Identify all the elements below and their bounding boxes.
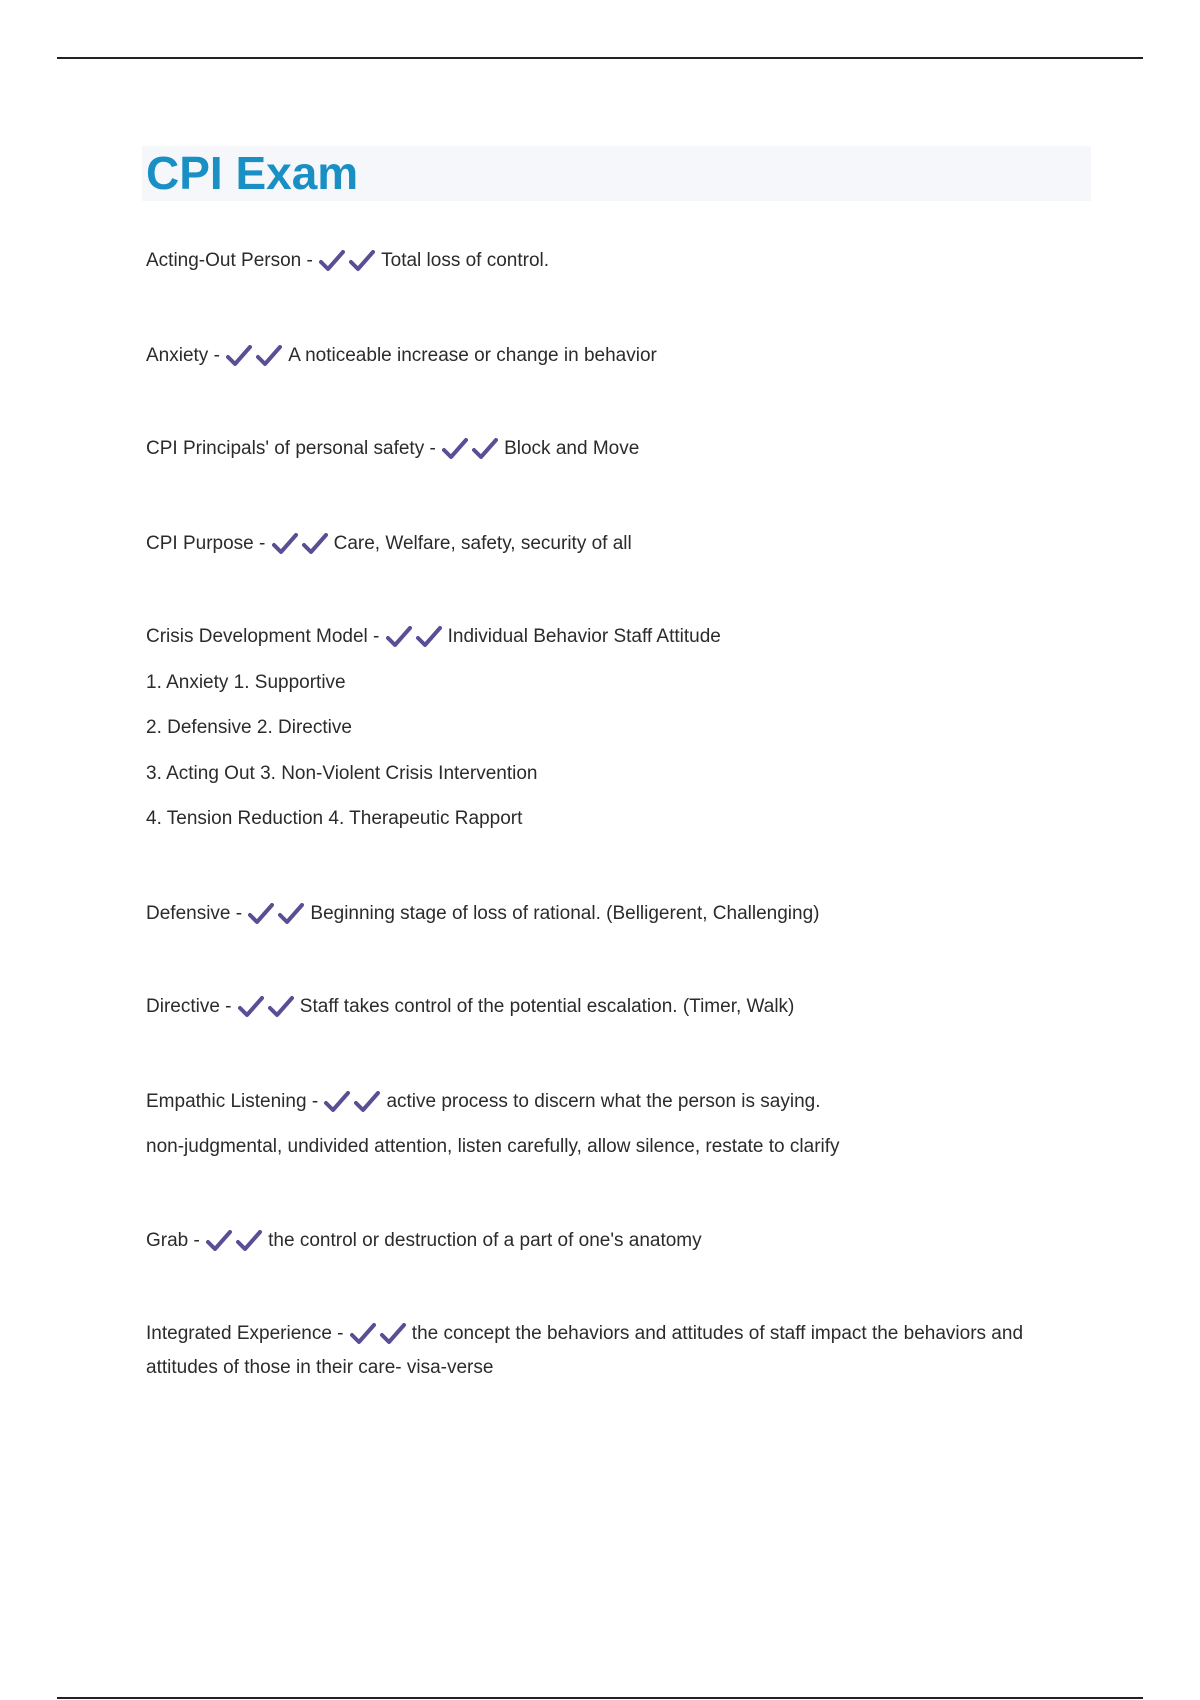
entry-cpi-purpose [146,529,1086,563]
entry-extra-line: 4. Tension Reduction 4. Therapeutic Rapport [146,808,523,829]
checkmark-icon [256,345,282,367]
entry-empathic-listening [146,1087,1086,1121]
check-pair [319,250,379,280]
checkmark-icon [302,533,328,555]
check-pair [442,438,502,468]
entry-term: CPI Purpose - [146,533,266,554]
checkmark-icon [268,996,294,1018]
checkmark-icon [442,438,468,460]
checkmark-icon [319,250,345,272]
checkmark-icon [472,438,498,460]
entry-acting-out-person [146,246,1086,280]
page-title: CPI Exam [146,147,359,199]
checkmark-icon [324,1091,350,1113]
entry-definition: Individual Behavior Staff Attitude [447,626,721,647]
check-pair [272,533,332,563]
checkmark-icon [416,626,442,648]
checkmark-icon [236,1230,262,1252]
checkmark-icon [206,1230,232,1252]
entry-definition: A noticeable increase or change in behavior [288,345,657,366]
entry-definition: the control or destruction of a part of one's anatomy [268,1230,702,1251]
check-pair [350,1323,410,1353]
checkmark-icon [278,903,304,925]
entry-term: Defensive - [146,903,243,924]
check-pair [238,996,298,1026]
entry-crisis-development-model [146,622,1086,656]
entry-definition: Beginning stage of loss of rational. (Belligerent, Challenging) [310,903,820,924]
entry-term: Grab - [146,1230,200,1251]
checkmark-icon [226,345,252,367]
entry-term: Integrated Experience - [146,1323,344,1344]
checkmark-icon [350,1323,376,1345]
entry-extra-line: 3. Acting Out 3. Non-Violent Crisis Intervention [146,763,538,784]
entry-term: Directive - [146,996,232,1017]
check-pair [206,1230,266,1260]
checkmark-icon [272,533,298,555]
entry-term: Crisis Development Model - [146,626,380,647]
check-pair [248,903,308,933]
check-pair [386,626,446,656]
entry-directive [146,992,1086,1026]
entry-defensive [146,899,1086,933]
entry-definition: Block and Move [504,438,640,459]
checkmark-icon [386,626,412,648]
entry-anxiety [146,341,1086,375]
checkmark-icon [238,996,264,1018]
entry-definition: Total loss of control. [381,250,550,271]
top-rule [57,57,1143,59]
bottom-rule [57,1697,1143,1699]
checkmark-icon [248,903,274,925]
entry-extra-line: 1. Anxiety 1. Supportive [146,672,346,693]
entry-extra-line: 2. Defensive 2. Directive [146,717,352,738]
checkmark-icon [354,1091,380,1113]
entry-definition: Care, Welfare, safety, security of all [333,533,632,554]
entry-integrated-experience [146,1319,1086,1383]
entry-extra-line: non-judgmental, undivided attention, listen carefully, allow silence, restate to clarify [146,1136,840,1157]
entry-grab [146,1226,1086,1260]
check-pair [226,345,286,375]
entry-cpi-principals [146,434,1086,468]
entry-definition: Staff takes control of the potential escalation. (Timer, Walk) [299,996,795,1017]
entry-definition: the concept the behaviors and attitudes of staff impact the behaviors and attitudes of those in their care- visa-verse [146,1323,1024,1378]
checkmark-icon [380,1323,406,1345]
entry-term: Empathic Listening - [146,1091,319,1112]
check-pair [324,1091,384,1121]
entry-definition: active process to discern what the person is saying. [386,1091,821,1112]
entry-term: CPI Principals' of personal safety - [146,438,436,459]
checkmark-icon [349,250,375,272]
entry-term: Anxiety - [146,345,220,366]
entry-term: Acting-Out Person - [146,250,313,271]
